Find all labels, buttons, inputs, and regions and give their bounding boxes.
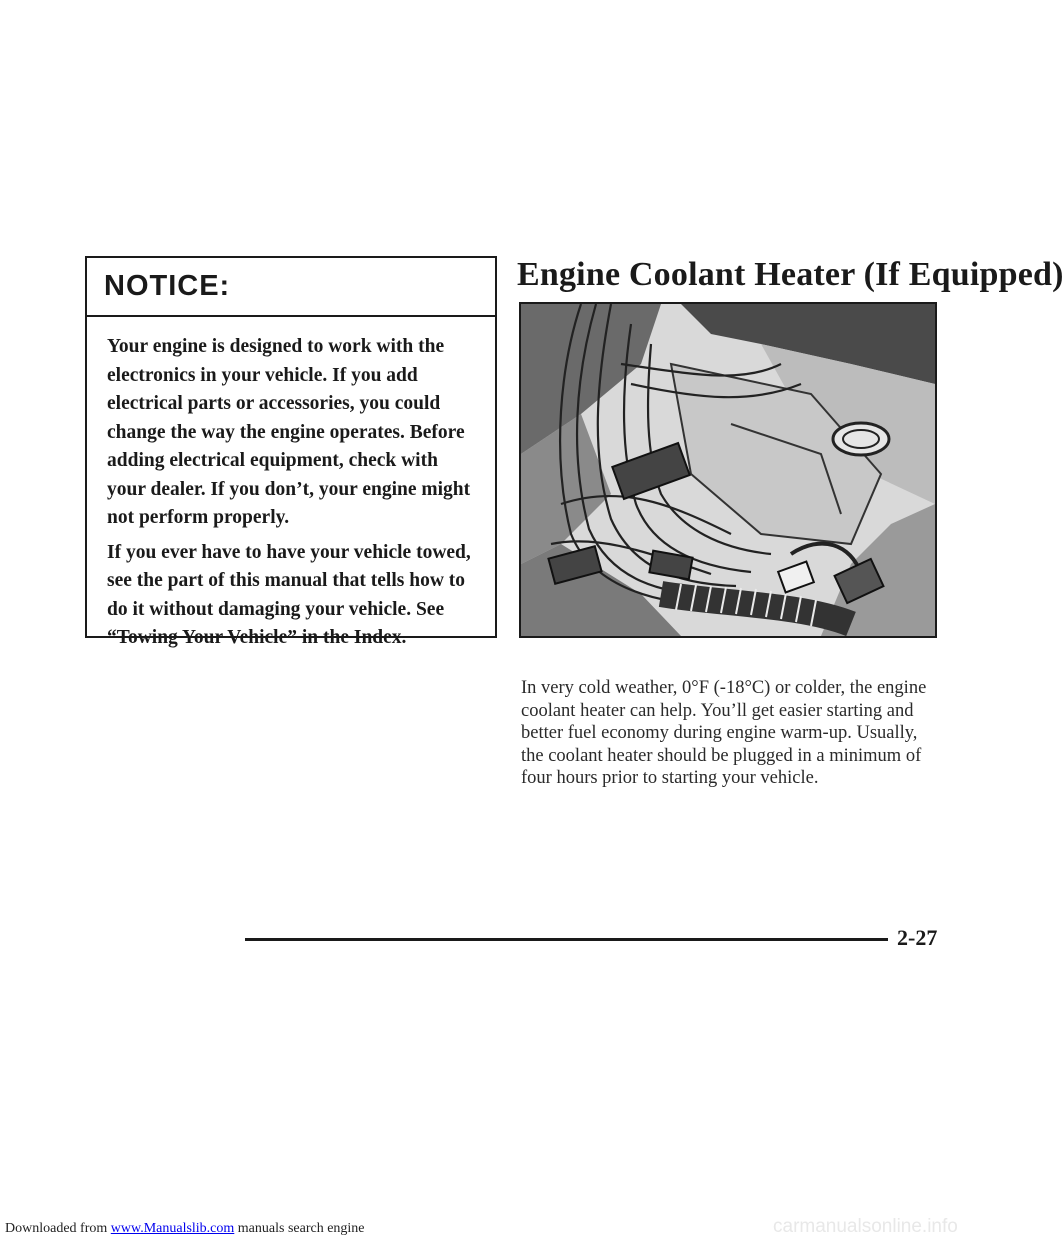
notice-title: NOTICE:	[104, 270, 231, 302]
engine-harness-illustration	[521, 304, 935, 636]
footer-rule	[245, 938, 888, 941]
notice-paragraph-2: If you ever have to have your vehicle towed, see the part of this manual that tells how to do it without damaging your vehicle. See “Towing Your Vehicle” in the Index.	[107, 541, 471, 648]
download-footer	[5, 1221, 365, 1237]
notice-paragraph-1: Your engine is designed to work with the electronics in your vehicle. If you add electrical parts or accessories, you could change the way the engine operates. Before adding electrical equipment, check with your dealer. If you don’t, your engine might not perform properly.	[107, 336, 471, 528]
section-body: In very cold weather, 0°F (-18°C) or colder, the engine coolant heater can help. You’ll get easier starting and better fuel economy during engine warm-up. Usually, the coolant heater should be plugged in a minimum of four hours prior to starting your vehicle.	[521, 678, 927, 788]
footer-suffix: manuals search engine	[234, 1221, 365, 1236]
notice-body	[87, 317, 495, 653]
notice-box	[85, 256, 497, 648]
page-number: 2-27	[897, 925, 938, 950]
section-title: Engine Coolant Heater (If Equipped)	[517, 256, 1064, 293]
footer-prefix: Downloaded from	[5, 1221, 111, 1236]
notice-header	[87, 258, 495, 317]
engine-coolant-heater-photo	[519, 302, 937, 638]
watermark: carmanualsonline.info	[773, 1216, 958, 1237]
manualslib-link[interactable]: www.Manualslib.com	[110, 1221, 235, 1236]
